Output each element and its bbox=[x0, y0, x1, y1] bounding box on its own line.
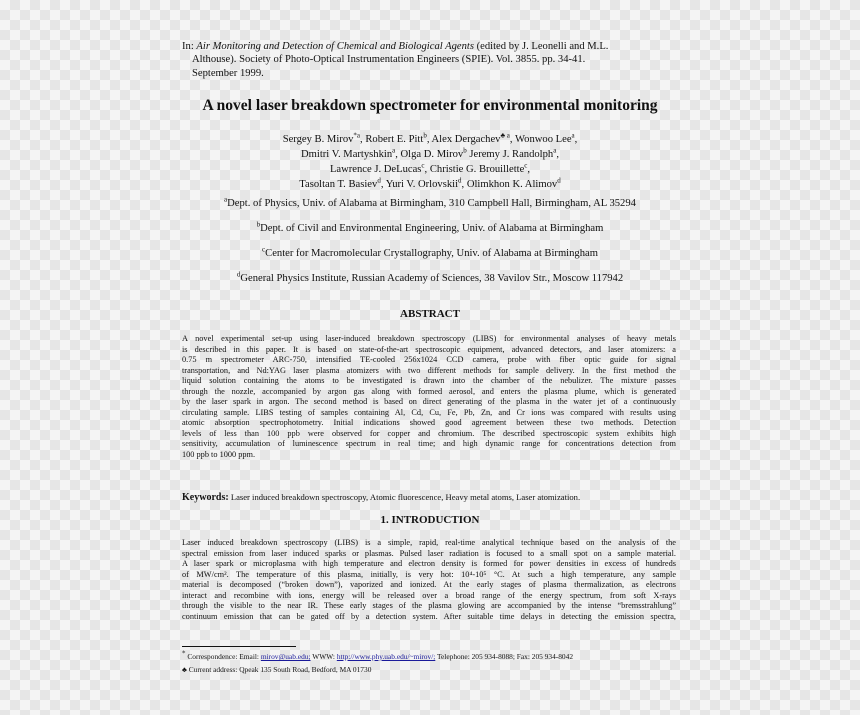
footnote-text: Correspondence: Email: bbox=[185, 652, 261, 661]
author-affil-mark: b bbox=[463, 146, 467, 155]
author-name: , Christie G. Brouillette bbox=[424, 164, 525, 175]
author-name: , Olimkhon K. Alimov bbox=[461, 179, 558, 190]
citation-editors: (edited by J. Leonelli and M.L. bbox=[474, 41, 609, 52]
author-name: Jeremy J. Randolph bbox=[466, 149, 554, 160]
author-separator: , bbox=[527, 164, 531, 175]
abstract-heading: ABSTRACT bbox=[400, 308, 460, 320]
author-name: , Yuri V. Orlovskii bbox=[380, 179, 459, 190]
affiliation-mark: c bbox=[262, 245, 266, 254]
introduction-body bbox=[182, 538, 676, 622]
abstract-line: by the laser spark in argon. The second method is based on direct generating of the plasma in the water jet of a continuously bbox=[182, 397, 676, 407]
keywords-text: Laser induced breakdown spectroscopy, Atomic fluorescence, Heavy metal atoms, Laser atomization. bbox=[228, 492, 581, 502]
affiliation-d bbox=[0, 270, 860, 284]
author-affil-mark: c bbox=[421, 161, 425, 170]
author-name: , Wonwoo Lee bbox=[509, 134, 572, 145]
author-name: Dmitri V. Martyshkin bbox=[300, 149, 393, 160]
intro-line: A laser spark or microplasma with high temperature and electron density is formed for power densities in excess of hundreds bbox=[182, 559, 676, 569]
abstract-line: A novel experimental set-up using laser-induced breakdown spectroscopy (LIBS) for environmental analyses of heavy metals bbox=[182, 334, 676, 343]
intro-line: interact and recombine with ions, energy will be released over a broad range of the energy spectrum, from soft X-rays bbox=[182, 590, 676, 600]
footnote-divider bbox=[182, 646, 296, 647]
intro-line: through the visible to the near IR. These early stages of the plasma glowing are accompanied by the intense “bremsstrahlung” bbox=[182, 601, 676, 611]
author-line-3 bbox=[0, 162, 860, 177]
footnote-correspondence bbox=[182, 649, 676, 661]
footnote-text: WWW: bbox=[310, 652, 337, 661]
abstract-line: levels of less than 100 ppb were observed for copper and chromium. The described spectroscopic system exhibits high bbox=[182, 428, 676, 438]
author-affil-mark: c bbox=[524, 161, 528, 170]
citation-date: September 1999. bbox=[192, 67, 264, 79]
author-affil-mark: a bbox=[392, 146, 396, 155]
footnote-mark: ♣ bbox=[182, 665, 187, 674]
author-line-1 bbox=[0, 132, 860, 147]
intro-line: Laser induced breakdown spectroscopy (LIBS) is a simple, rapid, real-time analytical technique based on the analysis of the bbox=[182, 538, 676, 547]
abstract-line: liquid solution containing the atoms to be investigated is drawn into the chamber of the nebulizer. The mixture passes bbox=[182, 376, 676, 386]
citation-prefix: In: bbox=[182, 41, 197, 52]
paper-title: A novel laser breakdown spectrometer for environmental monitoring bbox=[202, 97, 658, 114]
affiliation-text: Center for Macromolecular Crystallography, Univ. of Alabama at Birmingham bbox=[265, 248, 598, 259]
citation-publisher: Althouse). Society of Photo-Optical Instrumentation Engineers (SPIE). Vol. 3855. pp. 34-41. bbox=[192, 54, 586, 66]
footnote-mark: * bbox=[182, 649, 186, 658]
author-list bbox=[0, 132, 860, 192]
author-line-4 bbox=[0, 177, 860, 192]
abstract-line: circulating sample. LIBS testing of samples containing Al, Cd, Cu, Fe, Pb, Zn, and Cr ions was compared with results using bbox=[182, 407, 676, 417]
author-name: , Alex Dergachev bbox=[426, 134, 501, 145]
author-affil-mark: b bbox=[423, 131, 427, 140]
affiliation-b bbox=[0, 220, 860, 234]
author-affil-mark: d bbox=[557, 176, 561, 185]
author-name: , Robert E. Pitt bbox=[360, 134, 424, 145]
author-affil-mark: ♣ a bbox=[500, 131, 510, 140]
intro-line: continuum emission that can be gated off by a detection system. After suitable time delays in detecting the emission spectra, bbox=[182, 611, 676, 621]
author-separator: , bbox=[574, 134, 578, 145]
author-name: Lawrence J. DeLucas bbox=[329, 164, 422, 175]
keywords-label: Keywords: bbox=[182, 492, 229, 503]
footnote-text: Current address: Qpeak 135 South Road, Bedford, MA 01730 bbox=[186, 665, 372, 674]
citation bbox=[182, 40, 672, 80]
author-affil-mark: a bbox=[571, 131, 575, 140]
footnote-text: Telephone: 205 934-8088; Fax: 205 934-8042 bbox=[435, 652, 574, 661]
author-name: Sergey B. Mirov bbox=[282, 134, 354, 145]
abstract-line: through the nozzle, accompanied by argon gas along with formed aerosol, and enters the plasma plume, which is generated bbox=[182, 386, 676, 396]
affiliation-text: Dept. of Civil and Environmental Engineering, Univ. of Alabama at Birmingham bbox=[260, 223, 604, 234]
website-link[interactable]: http://www.phy.uab.edu/~mirov/; bbox=[336, 652, 436, 661]
author-separator: , bbox=[556, 149, 559, 160]
author-affil-mark: a bbox=[553, 146, 557, 155]
affiliation-c bbox=[0, 245, 860, 259]
intro-line: spectral emission from laser induced sparks or plasmas. Pulsed laser radiation is focused to a small spot on a sample material. bbox=[182, 548, 676, 558]
intro-line: of MW/cm². The temperature of this plasma, initially, is very hot: 10⁴-10⁵ °C. At such a high temperature, any sample bbox=[182, 569, 676, 579]
keywords bbox=[182, 492, 676, 503]
footnote-current-address bbox=[182, 665, 676, 674]
author-name: Tasoltan T. Basiev bbox=[299, 179, 378, 190]
abstract-line: 0.75 m spectrometer ARC-750, intensified TE-cooled 256x1024 CCD camera, probe with fiber optic guide for signal bbox=[182, 355, 676, 365]
abstract-line: atomic absorption spectrophotometry. Initial indications showed good agreement between these two methods. Detection bbox=[182, 418, 676, 428]
affiliation-mark: d bbox=[236, 270, 241, 279]
abstract-line: transportation, and Nd:YAG laser plasma atomizers with two different methods for sample delivery. In the first method the bbox=[182, 365, 676, 375]
email-link[interactable]: mirov@uab.edu; bbox=[260, 652, 311, 661]
affiliation-mark: a bbox=[224, 195, 228, 204]
abstract-line: 100 ppb to 1000 ppm. bbox=[182, 450, 256, 460]
abstract-line: sensitivity, accumulation of luminescence spectrum in real time; and high dynamic range for concentrations detection from bbox=[182, 439, 676, 449]
intro-line: material is decomposed (“broken down”), vaporized and ionized. At the early stages of plasma thermalization, as electrons bbox=[182, 580, 676, 590]
author-affil-mark: d bbox=[377, 176, 381, 185]
citation-book-title: Air Monitoring and Detection of Chemical and Biological Agents bbox=[196, 41, 474, 52]
affiliation-mark: b bbox=[256, 220, 261, 229]
affiliation-a bbox=[0, 195, 860, 209]
affiliation-text: Dept. of Physics, Univ. of Alabama at Birmingham, 310 Campbell Hall, Birmingham, AL 35294 bbox=[227, 198, 636, 209]
introduction-heading: 1. INTRODUCTION bbox=[380, 514, 480, 526]
author-affil-mark: d bbox=[458, 176, 462, 185]
affiliation-text: General Physics Institute, Russian Academy of Sciences, 38 Vavilov Str., Moscow 117942 bbox=[240, 273, 624, 284]
author-name: , Olga D. Mirov bbox=[395, 149, 464, 160]
abstract-line: is described in this paper. It is based on state-of-the-art spectroscopic equipment, advanced detectors, and laser atomizers: a bbox=[182, 344, 676, 354]
author-affil-mark: *a bbox=[353, 131, 361, 140]
abstract-body bbox=[182, 334, 676, 461]
author-line-2 bbox=[0, 147, 860, 162]
